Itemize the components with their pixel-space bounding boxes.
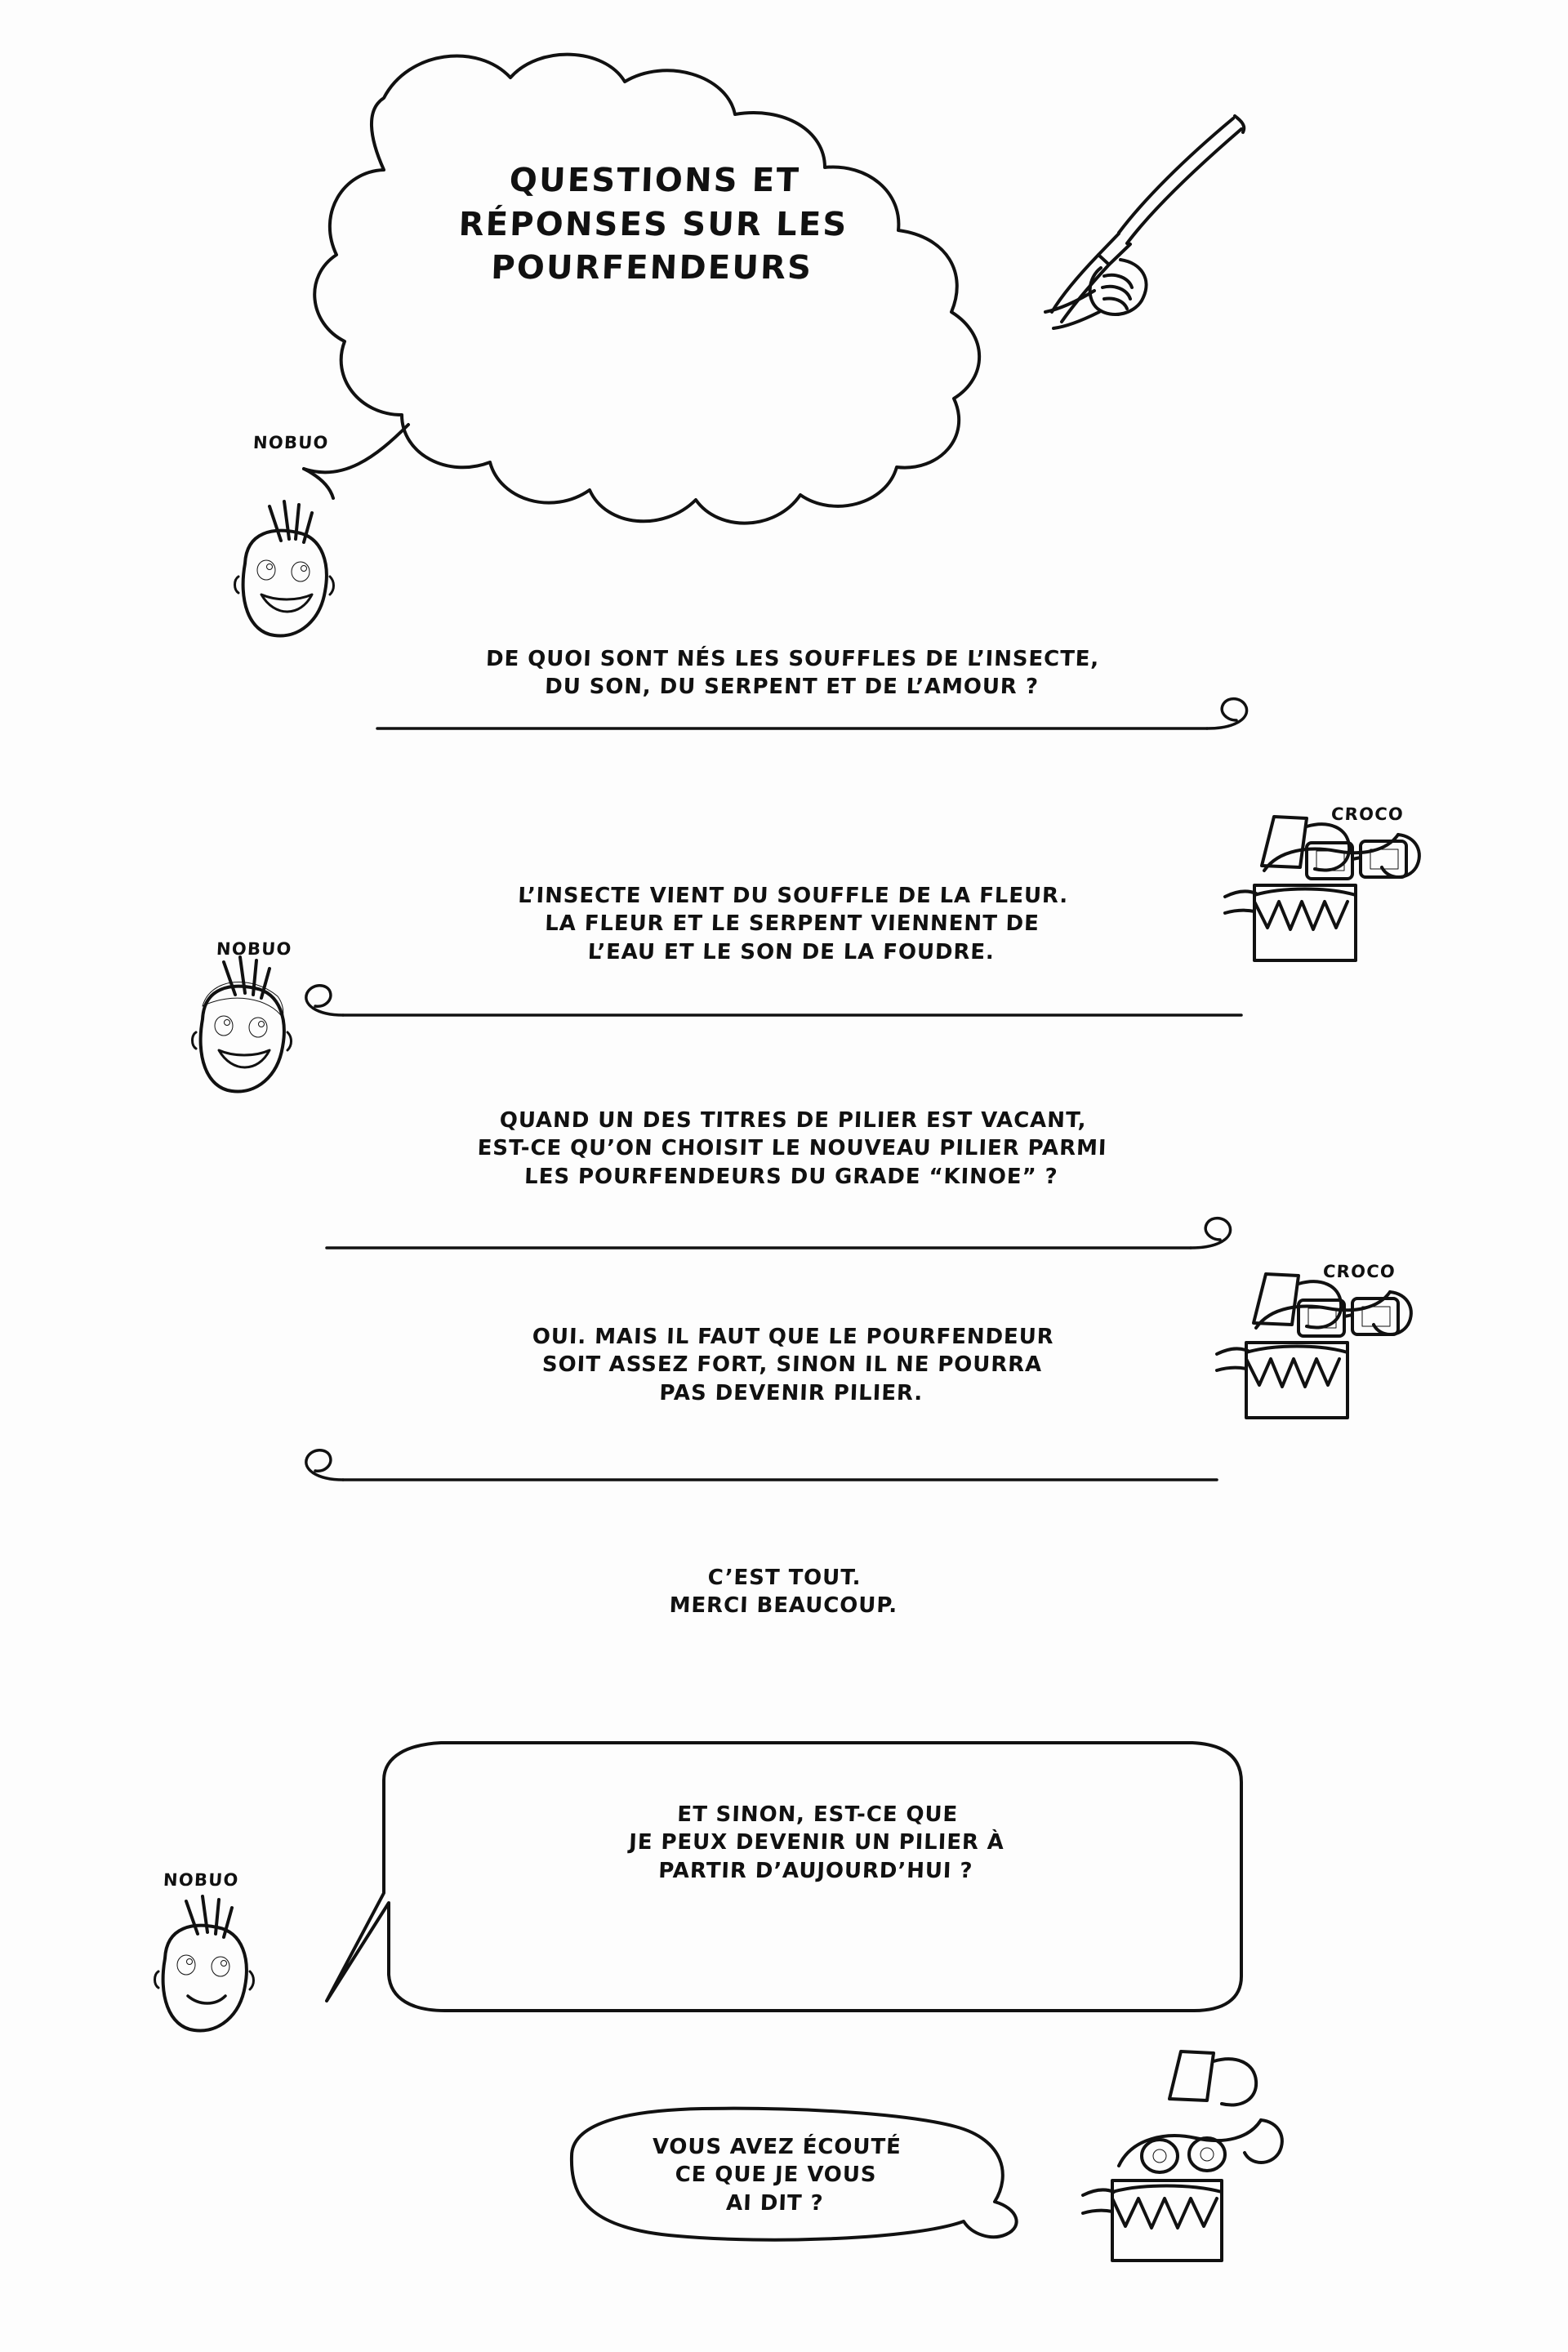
dialog-answer-1: L’INSECTE VIENT DU SOUFFLE DE LA FLEUR. LA FLEUR ET LE SERPENT VIENNENT DE L’EAU ET LE SON DE LA FOUDRE.: [517, 884, 1069, 964]
dialog-question-2: QUAND UN DES TITRES DE PILIER EST VACANT, EST-CE QU’ON CHOISIT LE NOUVEAU PILIER PARMI LES POURFENDEURS DU GRADE “KINOE” ?: [477, 1108, 1107, 1189]
speaker-label-nobuo-1: NOBUO: [252, 433, 330, 452]
dialog-question-3: ET SINON, EST-CE QUE JE PEUX DEVENIR UN PILIER À PARTIR D’AUJOURD’HUI ?: [628, 1802, 1005, 1883]
croco-avatar-1: [1225, 817, 1419, 960]
speaker-label-croco-1: CROCO: [1330, 804, 1405, 824]
croco-avatar-2: [1217, 1274, 1411, 1418]
nobuo-avatar-3: [155, 1896, 254, 2030]
speaker-label-nobuo-3: NOBUO: [163, 1870, 240, 1890]
speech-line-q2: [327, 1218, 1231, 1248]
speaker-label-croco-2: CROCO: [1322, 1262, 1396, 1281]
sword-and-hand: [1045, 116, 1244, 328]
dialog-closing: C’EST TOUT. MERCI BEAUCOUP.: [669, 1566, 898, 1619]
dialog-question-1: DE QUOI SONT NÉS LES SOUFFLES DE L’INSECTE, DU SON, DU SERPENT ET DE L’AMOUR ?: [485, 647, 1100, 700]
speech-line-a2: [306, 1450, 1217, 1480]
dialog-answer-3: VOUS AVEZ ÉCOUTÉ CE QUE JE VOUS AI DIT ?: [652, 2135, 902, 2216]
nobuo-avatar-1: [235, 501, 334, 635]
speech-line-q1: [377, 699, 1247, 728]
dialog-answer-2: OUI. MAIS IL FAUT QUE LE POURFENDEUR SOIT ASSEZ FORT, SINON IL NE POURRA PAS DEVENIR PILIER.: [532, 1325, 1055, 1405]
croco-avatar-3: [1083, 2051, 1282, 2261]
nobuo-avatar-2: [193, 957, 292, 1091]
speech-line-a1: [306, 986, 1241, 1015]
speaker-label-nobuo-2: NOBUO: [216, 939, 293, 959]
page-title: QUESTIONS ET RÉPONSES SUR LES POURFENDEURS: [457, 162, 849, 287]
